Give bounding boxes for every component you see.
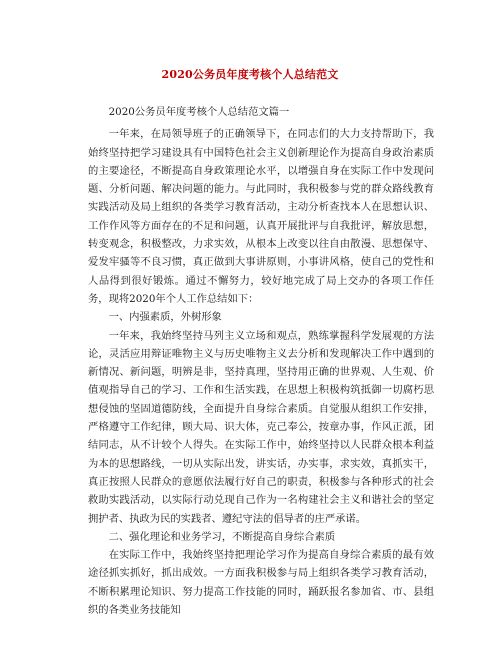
- document-subtitle: 2020公务员年度考核个人总结范文篇一: [108, 106, 290, 118]
- document-body: [88, 103, 434, 619]
- paragraph-section-2: 在实际工作中，我始终坚持把理论学习作为提高自身综合素质的最有效途径抓实抓好，抓出成效。一方面我积极参与局上组织各类学习教育活动，不断积累理论知识、努力提高工作技能的同时，踊跃报名参加省、市、县组织的各类业务技能知: [88, 549, 434, 617]
- section-heading-2: 二、强化理论和业务学习，不断提高自身综合素质: [108, 530, 336, 543]
- section-heading-1: 一、内强素质，外树形象: [108, 311, 222, 324]
- paragraph-section-1: 一年来，我始终坚持马列主义立场和观点，熟练掌握科学发展观的方法论，灵活应用辩证唯物主义与历史唯物主义去分析和发现解决工作中遇到的新情况、新问题，明辨是非，坚持真理，坚持用正确的世界观、人生观、价值观指导自己的学习、工作和生活实践，在思想上积极构筑抵御一切腐朽思想侵蚀的坚固道德防线，全面提升自身综合素质。自觉服从组织工作安排，严格遵守工作纪律，顾大局、识大体，克己奉公，按章办事，作风正派，团结同志，从不计较个人得失。在实际工作中，始终坚持以人民群众根本利益为本的思想路线，一切从实际出发，讲实话，办实事，求实效，真抓实干，真正按照人民群众的意愿依法履行好自己的职责，积极参与各种形式的社会救助实践活动，以实际行动兑现自己作为一名构建社会主义和谐社会的坚定拥护者、执政为民的实践者、遵纪守法的倡导者的庄严承诺。: [88, 329, 434, 525]
- document-title: 2020公务员年度考核个人总结范文: [161, 68, 339, 81]
- paragraph-intro: 一年来，在局领导班子的正确领导下，在同志们的大力支持帮助下，我始终坚持把学习建设具有中国特色社会主义创新理论作为提高自身政治素质的主要途径，不断提高自身政策理论水平，以增强自身在实际工作中发现问题、分析问题、解决问题的能力。与此同时，我积极参与党的群众路线教育实践活动及局上组织的各类学习教育活动，主动分析查找本人在思想认识、工作作风等方面存在的不足和问题，认真开展批评与自我批评，解放思想，转变观念，积极整改，力求实效，从根本上改变以往自由散漫、思想保守、爱发牢骚等不良习惯，真正做到大事讲原则，小事讲风格，使自己的党性和人品得到很好锻炼。通过不懈努力，较好地完成了局上交办的各项工作任务，现将2020年个人工作总结如下：: [88, 128, 434, 305]
